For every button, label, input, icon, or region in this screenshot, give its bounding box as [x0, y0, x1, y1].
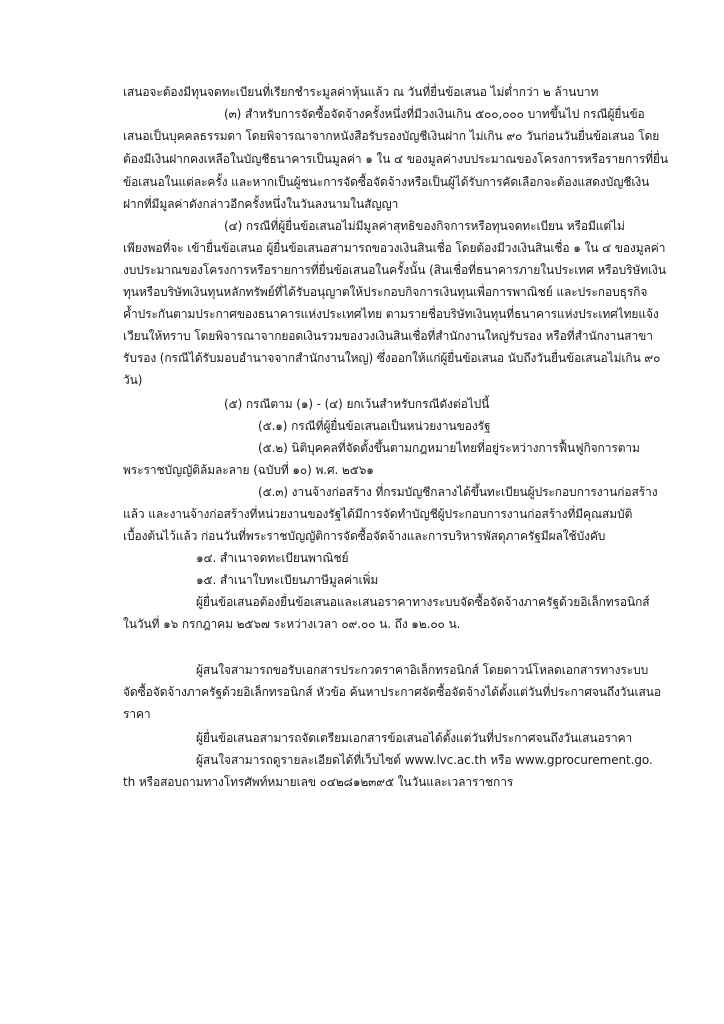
- text-line-18: พระราชบัญญัติล้มละลาย (ฉบับที่ ๑๐) พ.ศ. ๒๕๖๑: [123, 463, 374, 477]
- text-line-2: (๓) สำหรับการจัดซื้อจัดจ้างครั้งหนึ่งที่มีวงเงินเกิน ๕๐๐,๐๐๐ บาทขึ้นไป กรณีผู้ยื่นข้อ: [224, 107, 645, 121]
- text-line-30: ผู้สนใจสามารถดูรายละเอียดได้ที่เว็บไซต์ www.lvc.ac.th หรือ www.gprocurement.go.: [196, 753, 653, 767]
- text-line-24: ผู้ยื่นข้อเสนอต้องยื่นข้อเสนอและเสนอราคาทางระบบจัดซื้อจัดจ้างภาครัฐด้วยอิเล็กทรอนิกส์: [196, 595, 650, 609]
- text-line-4: ต้องมีเงินฝากคงเหลือในบัญชีธนาคารเป็นมูลค่า ๑ ใน ๔ ของมูลค่างบประมาณของโครงการหรือรายการที่ยื่น: [123, 152, 668, 166]
- text-line-1: เสนอจะต้องมีทุนจดทะเบียนที่เรียกชำระมูลค่าหุ้นแล้ว ณ วันที่ยื่นข้อเสนอ ไม่ต่ำกว่า ๒ ล้านบาท: [123, 85, 599, 99]
- text-line-29: ผู้ยื่นข้อเสนอสามารถจัดเตรียมเอกสารข้อเสนอได้ตั้งแต่วันที่ประกาศจนถึงวันเสนอราคา: [196, 731, 633, 745]
- text-line-15: (๕) กรณีตาม (๑) - (๔) ยกเว้นสำหรับกรณีดังต่อไปนี้: [224, 397, 490, 411]
- text-line-17: (๕.๒) นิติบุคคลที่จัดตั้งขึ้นตามกฎหมายไทยที่อยู่ระหว่างการฟื้นฟูกิจการตาม: [258, 441, 640, 455]
- text-line-26: ผู้สนใจสามารถขอรับเอกสารประกวดราคาอิเล็กทรอนิกส์ โดยดาวน์โหลดเอกสารทางระบบ: [196, 663, 649, 677]
- text-line-22: ๑๔. สำเนาจดทะเบียนพาณิชย์: [196, 551, 349, 565]
- text-line-13: รับรอง (กรณีได้รับมอบอำนาจจากสำนักงานใหญ่) ซึ่งออกให้แก่ผู้ยื่นข้อเสนอ นับถึงวันยื่นข้อเสนอไม่เกิน ๙๐: [123, 351, 661, 365]
- text-line-8: เพียงพอที่จะ เข้ายื่นข้อเสนอ ผู้ยื่นข้อเสนอสามารถขอวงเงินสินเชื่อ โดยต้องมีวงเงินสินเชื่อ ๑ ใน ๔ ของมูลค่า: [123, 241, 666, 255]
- text-line-28: ราคา: [123, 707, 151, 721]
- text-line-12: เวียนให้ทราบ โดยพิจารณาจากยอดเงินรวมของวงเงินสินเชื่อที่สำนักงานใหญ่รับรอง หรือที่สำนักงานสาขา: [123, 329, 653, 343]
- text-line-21: เบื้องต้นไว้แล้ว ก่อนวันที่พระราชบัญญัติการจัดซื้อจัดจ้างและการบริหารพัสดุภาครัฐมีผลใช้บังคับ: [123, 529, 606, 543]
- text-line-25: ในวันที่ ๑๖ กรกฎาคม ๒๕๖๗ ระหว่างเวลา ๐๙.๐๐ น. ถึง ๑๒.๐๐ น.: [123, 617, 461, 631]
- text-line-31: th หรือสอบถามทางโทรศัพท์หมายเลข ๐๔๒๘๑๒๓๙๕ ในวันและเวลาราชการ: [123, 775, 514, 789]
- text-line-27: จัดซื้อจัดจ้างภาครัฐด้วยอิเล็กทรอนิกส์ หัวข้อ ค้นหาประกาศจัดซื้อจัดจ้างได้ตั้งแต่วันที่ประกาศจนถึงวันเสนอ: [123, 685, 661, 699]
- text-line-10: ทุนหรือบริษัทเงินทุนหลักทรัพย์ที่ได้รับอนุญาตให้ประกอบกิจการเงินทุนเพื่อการพาณิชย์ และประกอบธุรกิจ: [123, 285, 648, 299]
- text-line-5: ข้อเสนอในแต่ละครั้ง และหากเป็นผู้ชนะการจัดซื้อจัดจ้างหรือเป็นผู้ได้รับการคัดเลือกจะต้องแสดงบัญชีเงิน: [123, 175, 650, 189]
- text-line-7: (๔) กรณีที่ผู้ยื่นข้อเสนอไม่มีมูลค่าสุทธิของกิจการหรือทุนจดทะเบียน หรือมีแต่ไม่: [224, 219, 625, 233]
- text-line-16: (๕.๑) กรณีที่ผู้ยื่นข้อเสนอเป็นหน่วยงานของรัฐ: [258, 419, 491, 433]
- text-line-14: วัน): [123, 373, 143, 387]
- text-line-20: แล้ว และงานจ้างก่อสร้างที่หน่วยงานของรัฐได้มีการจัดทำบัญชีผู้ประกอบการงานก่อสร้างที่มีคุณสมบัติ: [123, 507, 633, 521]
- text-line-3: เสนอเป็นบุคคลธรรมดา โดยพิจารณาจากหนังสือรับรองบัญชีเงินฝาก ไม่เกิน ๙๐ วันก่อนวันยื่นข้อเสนอ โดย: [123, 129, 660, 143]
- text-line-6: ฝากที่มีมูลค่าดังกล่าวอีกครั้งหนึ่งในวันลงนามในสัญญา: [123, 197, 399, 211]
- text-line-9: งบประมาณของโครงการหรือรายการที่ยื่นข้อเสนอในครั้งนั้น (สินเชื่อที่ธนาคารภายในประเทศ หรือบริษัทเงิน: [123, 263, 666, 277]
- text-line-11: ค้ำประกันตามประกาศของธนาคารแห่งประเทศไทย ตามรายชื่อบริษัทเงินทุนที่ธนาคารแห่งประเทศไทยแจ้ง: [123, 307, 659, 321]
- text-line-19: (๕.๓) งานจ้างก่อสร้าง ที่กรมบัญชีกลางได้ขึ้นทะเบียนผู้ประกอบการงานก่อสร้าง: [258, 485, 658, 499]
- text-line-23: ๑๕. สำเนาใบทะเบียนภาษีมูลค่าเพิ่ม: [196, 573, 379, 587]
